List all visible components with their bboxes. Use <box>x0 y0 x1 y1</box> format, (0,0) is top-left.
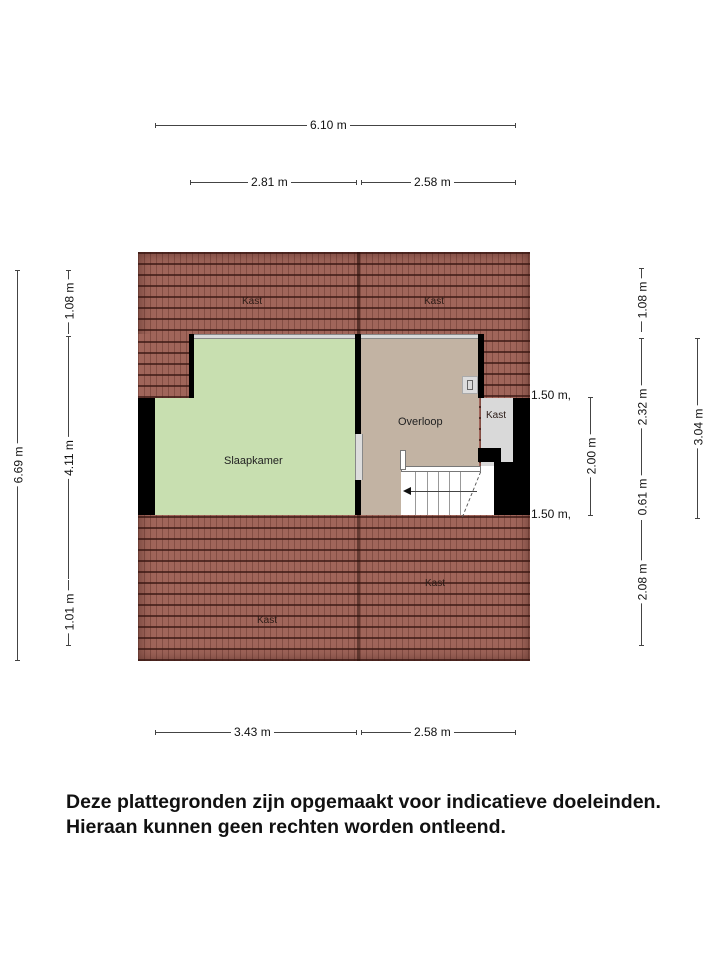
dimension-label: 3.43 m <box>231 725 274 739</box>
height-marker-upper: 1.50 m, <box>531 388 572 402</box>
wall-middle <box>355 334 361 434</box>
dimension-label: 0.61 m <box>635 476 649 519</box>
storage-label-bottom-left: Kast <box>257 615 278 626</box>
disclaimer-line-1: Deze plattegronden zijn opgemaakt voor indicatieve doeleinden. <box>66 791 661 813</box>
dimension-label: 4.11 m <box>62 437 76 479</box>
room-label-overloop: Overloop <box>398 416 443 428</box>
storage-label-top-left: Kast <box>242 296 263 307</box>
dimension-label: 2.58 m <box>411 175 454 189</box>
wall-right-outer <box>513 398 530 515</box>
dimension-label: 3.04 m <box>691 406 705 449</box>
dimension-label: 6.69 m <box>11 444 25 487</box>
roof-corner-left <box>138 334 193 398</box>
wall-middle-lower <box>355 480 361 515</box>
wall-right-upper <box>478 334 484 398</box>
dimension-label: 2.32 m <box>635 386 649 429</box>
staircase <box>401 466 501 515</box>
storage-label-bottom-right: Kast <box>425 578 446 589</box>
dimension-label: 2.58 m <box>411 725 454 739</box>
height-marker-lower: 1.50 m, <box>531 507 572 521</box>
door-slaapkamer[interactable] <box>355 434 363 480</box>
wall-left <box>138 398 155 515</box>
dimension-label: 2.08 m <box>635 561 649 604</box>
dimension-label: 1.08 m <box>635 279 649 322</box>
window-overloop <box>361 334 478 339</box>
disclaimer-line-2: Hieraan kunnen geen rechten worden ontleend. <box>66 816 506 838</box>
dimension-label: 1.01 m <box>62 591 76 634</box>
window-slaapkamer <box>194 334 355 339</box>
roof-divider-vertical-bottom <box>357 515 360 661</box>
storage-label-top-right: Kast <box>424 296 445 307</box>
room-label-kast-side: Kast <box>486 410 507 421</box>
disclaimer <box>66 790 661 840</box>
wall-left-upper <box>189 334 194 398</box>
room-label-slaapkamer: Slaapkamer <box>224 455 283 467</box>
dimension-label: 1.08 m <box>62 280 76 323</box>
stair-direction-arrow <box>407 491 477 492</box>
dimension-label: 2.00 m <box>584 435 598 478</box>
dimension-label: 6.10 m <box>307 118 350 132</box>
wall-stair-step <box>478 448 501 462</box>
arrow-left-icon <box>403 487 411 495</box>
vent-icon <box>462 376 478 394</box>
roof-divider-vertical <box>357 252 360 334</box>
wall-stair-step2 <box>494 462 513 515</box>
dimension-label: 2.81 m <box>248 175 291 189</box>
